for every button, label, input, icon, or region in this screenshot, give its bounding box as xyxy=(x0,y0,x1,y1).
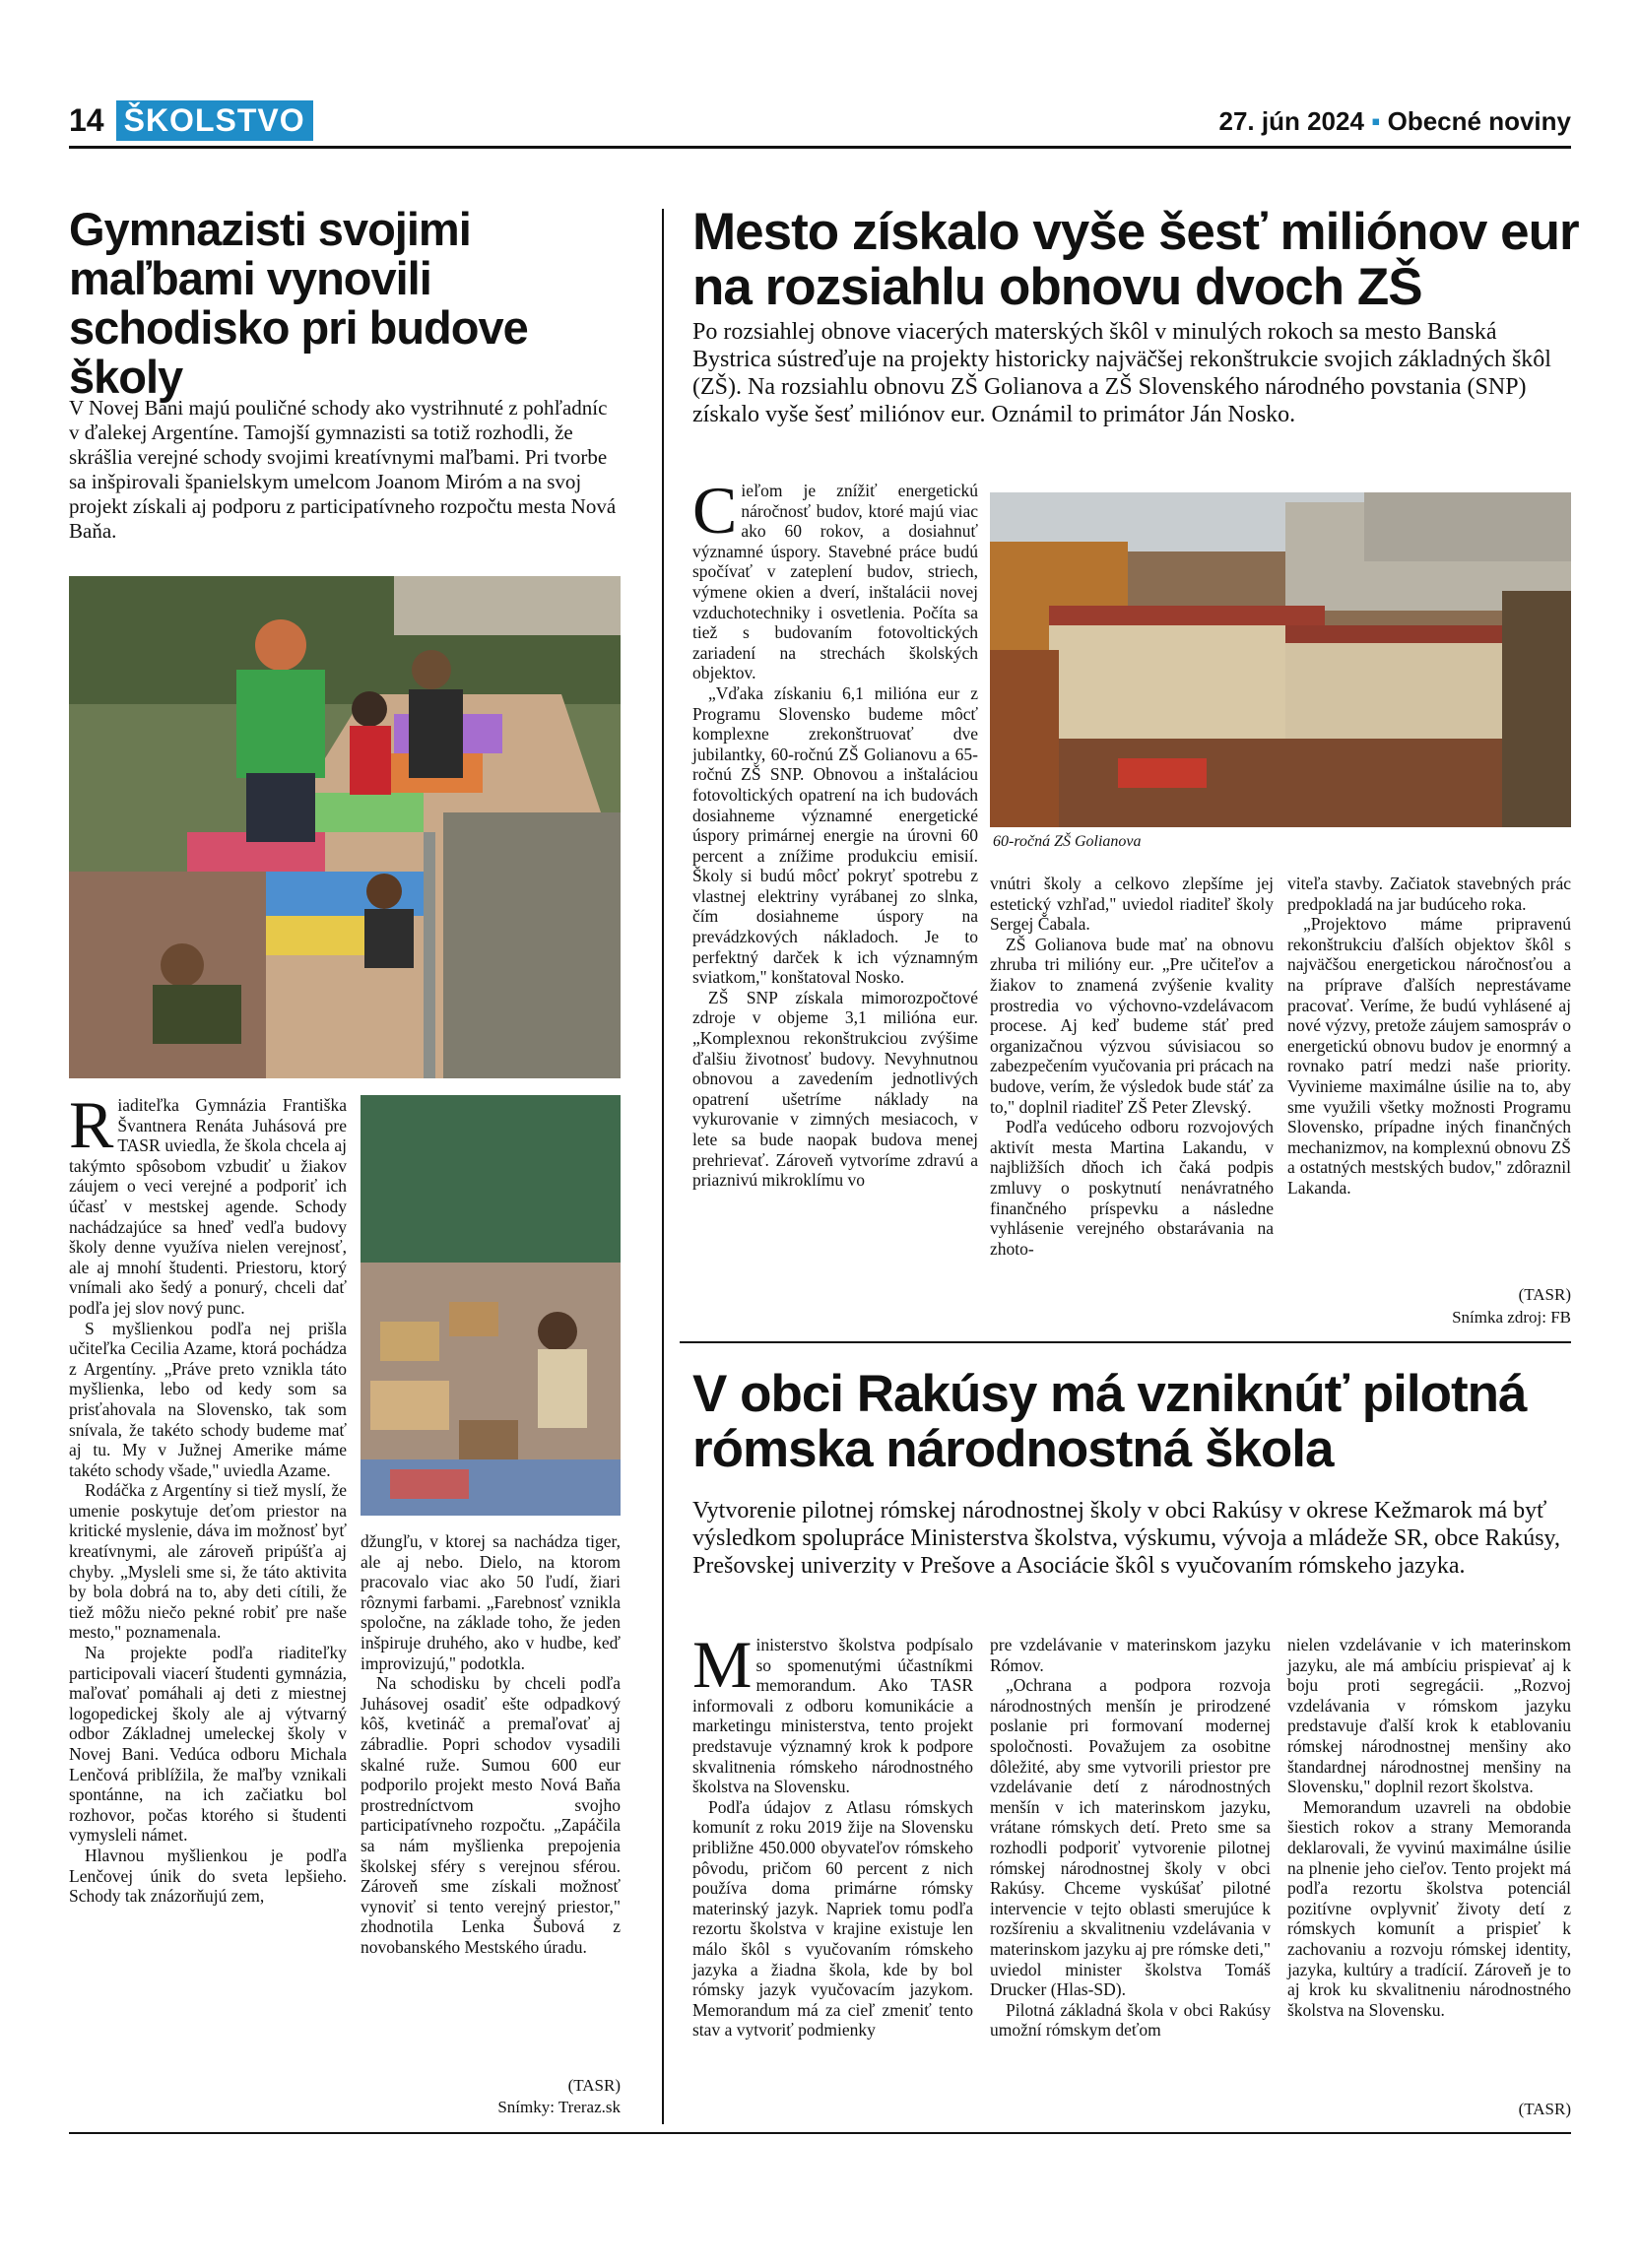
school-photo-caption: 60-ročná ZŠ Golianova xyxy=(993,833,1142,850)
left-col1-para-2: S myšlienkou podľa nej prišla učiteľka Cecilia Azame, ktorá pochádza z Argentíny. „Práve preto vznikla táto myšlienka, lebo od kedy som sa prisťahovala na Slovensko, tak som snívala, že takéto schody budeme mať aj tu. My v Južnej Amerike máme takéto schody všade," uviedla Azame. xyxy=(69,1318,347,1480)
stairs-photo-image xyxy=(69,576,621,1078)
bottom-article-col-1 xyxy=(692,1627,973,2041)
section-label: ŠKOLSTVO xyxy=(116,100,313,141)
left-col1-para-3: Rodáčka z Argentíny si tiež myslí, že umenie poskytuje deťom priestor na kritické myslenie, dáva im možnosť byť kreatívnymi, ale zároveň pripúšťa aj chyby. „Mysleli sme si, že táto aktivita by bola dobrá na to, aby deti cítili, že tiež môžu niečo pekné robiť pre naše mesto," poznamenala. xyxy=(69,1480,347,1643)
right-article-col-3 xyxy=(1287,874,1571,1199)
page-number: 14 xyxy=(69,102,104,138)
right-article-source: (TASR) xyxy=(1518,1285,1571,1304)
article-divider xyxy=(680,1341,1571,1343)
header-rule xyxy=(69,146,1571,149)
left-article-col-2 xyxy=(361,1531,621,1957)
page-header-right xyxy=(1219,106,1572,137)
bottom-col2-para-1: pre vzdelávanie v materinskom jazyku Rómov. xyxy=(990,1635,1271,1675)
dropcap: M xyxy=(692,1627,753,1702)
right-col3-para-2: „Projektovo máme pripravenú rekonštrukciu ďalších objektov škôl s najväčšou energetickou náročnosťou a na príprave ďalších neprestávame pracovať. Veríme, že budú vyhlásené aj nové výzvy, pretože záujem samospráv o energetickú obnovu budov je enormný a rovnako patrí medzi naše priority. Vyvinieme maximálne úsilie na to, aby sme využili všetky možnosti Programu Slovensko, prípadne iných finančných mechanizmov, na komplexnú obnovu ZŠ a ostatných mestských budov," zdôraznil Lakanda. xyxy=(1287,914,1571,1198)
left-col1-para-1: Riaditeľka Gymnázia Františka Švantnera Renáta Juhásová pre TASR uviedla, že škola chcela aj takýmto spôsobom vzbudiť u žiakov záujem o veci verejné a podporiť ich účasť v mestskej agende. Schody nachádzajúce sa hneď vedľa budovy školy denne využíva nielen verejnosť, ale aj mnohí študenti. Priestoru, ktorý vnímali ako šedý a ponurý, chceli dať podľa jej slov nový punc. xyxy=(69,1087,347,1318)
dropcap: C xyxy=(692,473,738,548)
lead-bottom: Vytvorenie pilotnej rómskej národnostnej školy v obci Rakúsy v okrese Kežmarok má byť výsledkom spolupráce Ministerstva školstva, výskumu, vývoja a mládeže SR, obce Rakúsy, Prešovskej univerzity v Prešove a Asociácie škôl s vyučovaním rómskeho jazyka. xyxy=(692,1498,1560,1579)
bottom-col2-para-3: Pilotná základná škola v obci Rakúsy umožní rómskym deťom xyxy=(990,1999,1271,2041)
bottom-col3-para-1: nielen vzdelávanie v ich materinskom jazyku, ale má ambíciu prispievať aj k boju proti segregácii. „Rozvoj vzdelávania v rómskom jazyku predstavuje ďalší krok k etablovaniu rómskej národnostnej menšiny ako štandardnej národnostnej menšiny na Slovensku," doplnil rezort školstva. xyxy=(1287,1635,1571,1797)
left-article-source: (TASR) xyxy=(567,2076,621,2095)
left-col2-para-2: Na schodisku by chceli podľa Juhásovej osadiť ešte odpadkový kôš, kvetináč a premaľovať aj zábradlie. Popri schodov vysadili skalné ruže. Sumou 600 eur podporilo projekt mesto Nová Baňa prostredníctvom svojho participatívneho rozpočtu. „Zapáčila sa nám myšlienka prepojenia školskej sféry s verejnou sférou. Zároveň sme získali možnosť vynoviť si tento verejný priestor," zhodnotila Lenka Šubová z novobanského Mestského úradu. xyxy=(361,1673,621,1957)
right-photo-credit: Snímka zdroj: FB xyxy=(1452,1308,1571,1327)
bottom-col2-para-2: „Ochrana a podpora rozvoja národnostných menšín je prirodzené poslanie pri formovaní modernej spoločnosti. Považujem za osobitne dôležité, aby sme vytvorili priestor pre vzdelávanie detí z národnostných menšín v ich materinskom jazyku, vrátane rómskych detí. Preto sme sa rozhodli podporiť vytvorenie pilotnej rómskej národnostnej školy v obci Rakúsy. Chceme vyskúšať pilotné intervencie v tejto oblasti smerujúce k rozšíreniu a skvalitneniu vzdelávania v materinskom jazyku aj pre rómske deti," uviedol minister školstva Tomáš Drucker (Hlas-SD). xyxy=(990,1675,1271,2000)
left-col1-para-4: Na projekte podľa riaditeľky participovali viacerí študenti gymnázia, maľovať pomáhali aj deti z miestnej logopedickej školy ale aj výtvarný odbor Základnej umeleckej školy v Novej Bani. Vedúca odboru Michala Lenčová priblížila, že maľby vznikali spontánne, na ich začiatku bol rozhovor, počas ktorého si študenti vymysleli námet. xyxy=(69,1643,347,1846)
photo-school-golianova xyxy=(990,492,1571,827)
left-col2-para-1: džungľu, v ktorej sa nachádza tiger, ale aj nebo. Dielo, na ktorom pracovalo viac ako 50 ľudí, žiari rôznymi farbami. „Farebnosť vznikla spoločne, na základe toho, že jeden inšpiruje druhého, ako v hudbe, keď improvizujú," podotkla. xyxy=(361,1531,621,1673)
bottom-col3-para-2: Memorandum uzavreli na obdobie šiestich rokov a strany Memoranda deklarovali, že vyvinú maximálne úsilie na plnenie jeho cieľov. Tento projekt má podľa rezortu školstva potenciál pozitívne ovplyvniť životy detí z rómskych komunít a prispieť k zachovaniu a rozvoju rómskej identity, jazyka, kultúry a tradícií. Zároveň je to aj krok ku skvalitneniu národnostného školstva na Slovensku. xyxy=(1287,1796,1571,2020)
page-header-left xyxy=(69,100,313,141)
lead-right: Po rozsiahlej obnove viacerých materských škôl v minulých rokoch sa mesto Banská Bystrica sústreďuje na projekty historicky najväčšej rekonštrukcie svojich základných škôl (ZŠ). Na rozsiahlu obnovu ZŠ Golianova a ZŠ Slovenského národného povstania (SNP) získalo vyše šesť miliónov eur. Oznámil to primátor Ján Nosko. xyxy=(692,319,1551,427)
left-col1-para-5: Hlavnou myšlienkou je podľa Lenčovej únik do sveta lepšieho. Schody tak znázorňujú zem, xyxy=(69,1845,347,1907)
column-divider xyxy=(662,209,664,2124)
right-article-col-1 xyxy=(692,473,978,1191)
bottom-article-source: (TASR) xyxy=(1518,2100,1571,2118)
bottom-article-col-3 xyxy=(1287,1635,1571,2020)
right-article-col-2 xyxy=(990,874,1274,1259)
footer-rule xyxy=(69,2132,1571,2134)
right-col2-para-2: ZŠ Golianova bude mať na obnovu zhruba tri milióny eur. „Pre učiteľov a žiakov to znamená zvýšenie kvality prostredia vo výchovno-vzdelávacom procese. Aj keď budeme stáť pred organizačnou výzvou súvisiacou so zabezpečením vyučovania pri prácach na budove, verím, že výsledok bude stáť za to," doplnil riaditeľ ZŠ Peter Zlevský. xyxy=(990,934,1274,1117)
bottom-col1-para-2: Podľa údajov z Atlasu rómskych komunít z roku 2019 žije na Slovensku približne 450.000 obyvateľov rómskeho pôvodu, pričom 60 percent z nich používa doma primárne rómsky materinský jazyk. Napriek tomu podľa rezortu školstva v krajine existuje len málo škôl s vyučovaním rómskeho jazyka a žiadna škola, kde by bol rómsky jazyk vyučovacím jazykom. Memorandum má za cieľ zmeniť tento stav a vytvoriť podmienky xyxy=(692,1796,973,2041)
bottom-article-col-2 xyxy=(990,1635,1271,2041)
left-article-col-1 xyxy=(69,1087,347,1907)
header-separator: ▪ xyxy=(1371,106,1381,136)
bottom-col1-para-1: Ministerstvo školstva podpísalo so spomenutými účastníkmi memorandum. Ako TASR informovali z odboru komunikácie a marketingu ministerstva, tento projekt predstavuje významný krok k podpore skvalitnenia rómskeho národnostného školstva na Slovensku. xyxy=(692,1627,973,1797)
right-col1-para-1: Cieľom je znížiť energetickú náročnosť budov, ktoré majú viac ako 60 rokov, a dosiahnuť významné úspory. Stavebné práce budú spočívať v zateplení budov, striech, výmene okien a dverí, inštalácii novej vzduchotechniky i osvetlenia. Počíta sa tiež s budovaním fotovoltických zariadení na strechách školských objektov. xyxy=(692,473,978,683)
headline-bottom: V obci Rakúsy má vzniknúť pilotná rómska národnostná škola xyxy=(692,1365,1527,1478)
lead-left: V Novej Bani majú pouličné schody ako vystrihnuté z pohľadníc v ďalekej Argentíne. Tamojší gymnazisti sa totiž rozhodli, že skrášlia verejné schody svojimi kreatívnymi maľbami. Pri tvorbe sa inšpirovali španielskym umelcom Joanom Miróm a na svoj projekt získali aj podporu z participatívneho rozpočtu mesta Nová Baňa. xyxy=(69,396,617,543)
publication-name: Obecné noviny xyxy=(1387,106,1571,136)
right-col2-para-3: Podľa vedúceho odboru rozvojových aktivít mesta Martina Lakandu, v najbližších dňoch ich čaká podpis zmluvy o poskytnutí nenávratného finančného príspevku a následne vyhlásenie verejného obstarávania na zhoto- xyxy=(990,1117,1274,1259)
headline-left: Gymnazisti svojimi maľbami vynovili schodisko pri budove školy xyxy=(69,203,528,403)
right-col2-para-1: vnútri školy a celkovo zlepšíme jej estetický vzhľad," uviedol riaditeľ školy Sergej Čabala. xyxy=(990,874,1274,935)
right-col1-para-3: ZŠ SNP získala mimorozpočtové zdroje v objeme 3,1 milióna eur. „Komplexnou rekonštrukciou zvýšime ďalšiu životnosť budovy. Nevyhnutnou obnovou a zavedením jednotlivých opatrení ušetríme náklady na vykurovanie v zimných mesiacoch, v lete sa bude naopak budova menej prehrievať. Zároveň vytvoríme zdravú a priaznivú mikroklímu vo xyxy=(692,987,978,1191)
headline-right: Mesto získalo vyše šesť miliónov eur na rozsiahlu obnovu dvoch ZŠ xyxy=(692,203,1579,316)
painting-photo-image xyxy=(361,1095,621,1516)
photo-painting-students xyxy=(361,1095,621,1516)
issue-date: 27. jún 2024 xyxy=(1218,106,1364,136)
dropcap: R xyxy=(69,1087,114,1162)
photo-painted-stairs xyxy=(69,576,621,1078)
school-photo-image xyxy=(990,492,1571,827)
right-col1-para-2: „Vďaka získaniu 6,1 milióna eur z Programu Slovensko budeme môcť komplexne zrekonštruovať dve jubilantky, 60-ročnú ZŠ Golianovu a 65-ročnú ZŠ SNP. Obnovou a inštaláciou fotovoltických opatrení na ich budovách dosiahneme významné energetické úspory primárnej energie na úrovni 60 percent a znížime produkciu emisií. Školy si budú môcť pokryť spotrebu z vlastnej elektriny vyrábanej zo slnka, čím dosiahneme úspory na prevádzkových nákladoch. Je to perfektný darček k ich významným sviatkom," konštatoval Nosko. xyxy=(692,682,978,988)
left-photo-credit: Snímky: Treraz.sk xyxy=(497,2098,621,2116)
right-col3-para-1: viteľa stavby. Začiatok stavebných prác predpokladá na jar budúceho roka. xyxy=(1287,874,1571,914)
